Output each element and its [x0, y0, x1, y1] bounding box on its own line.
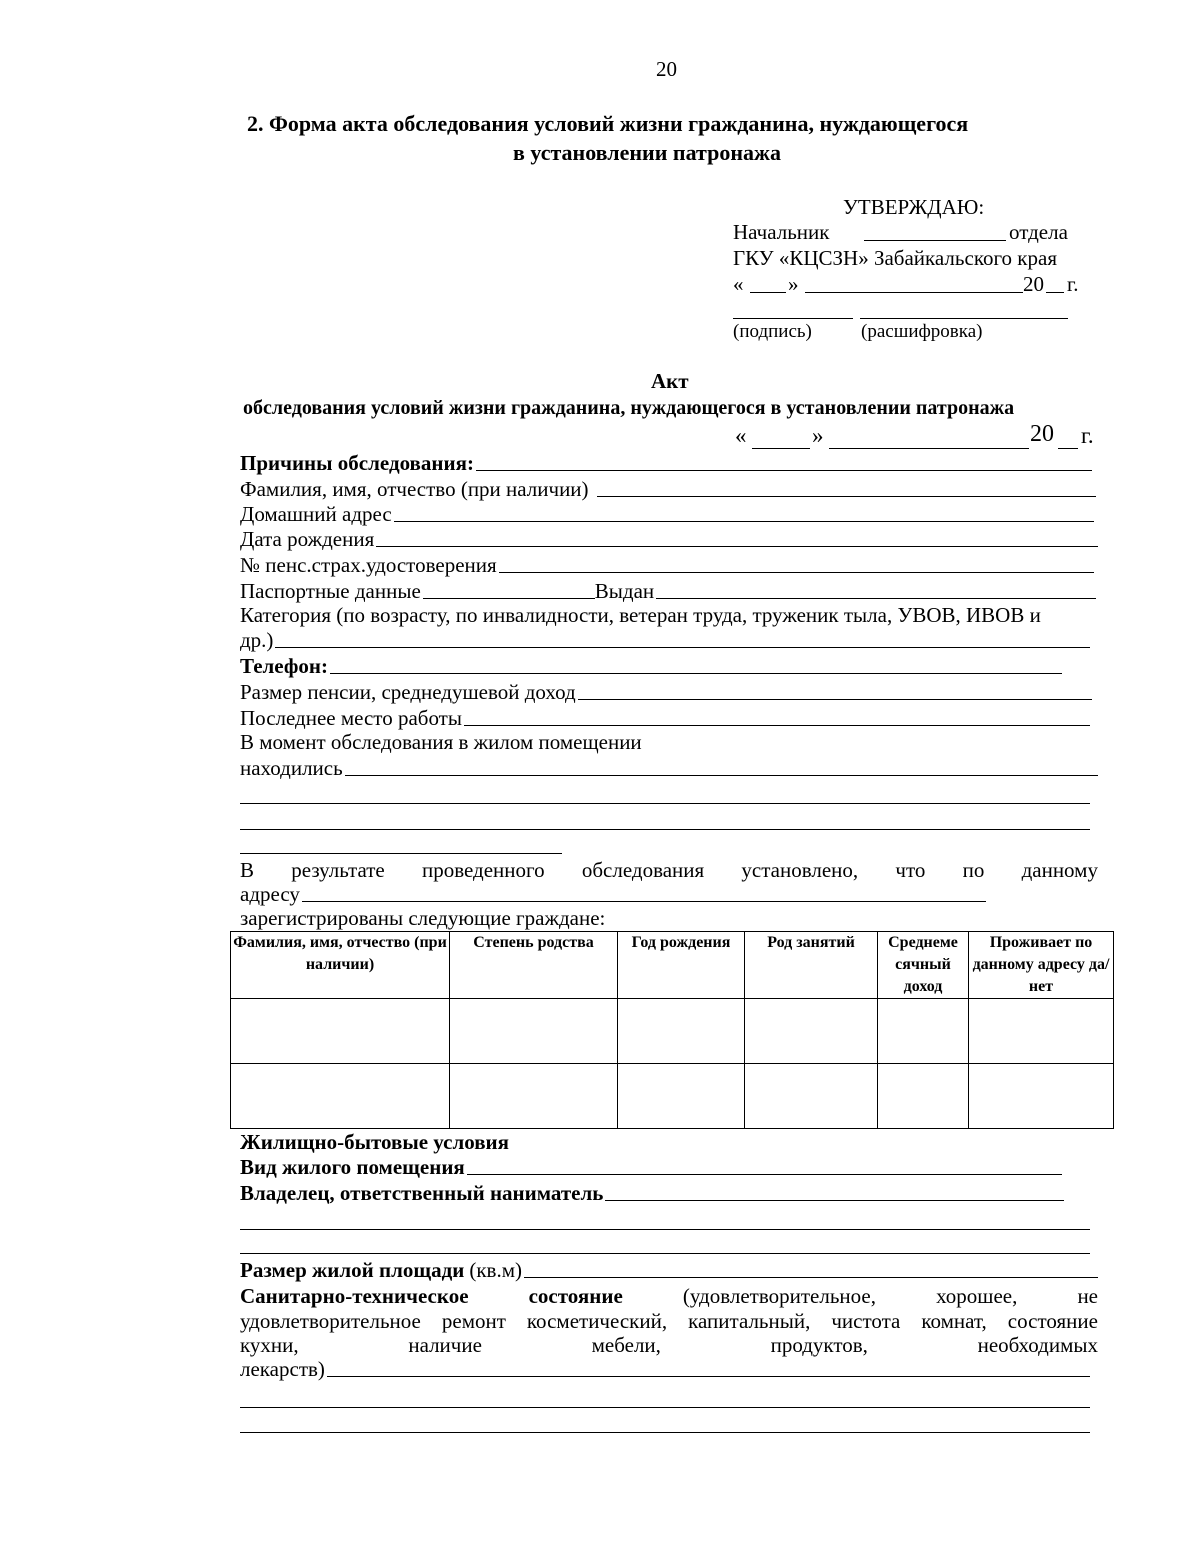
- field-last-job-label: Последнее место работы: [240, 706, 462, 730]
- field-area-unit: (кв.м): [469, 1258, 522, 1282]
- result-word: данному: [1021, 858, 1098, 882]
- field-pension-cert-label: № пенс.страх.удостоверения: [240, 553, 497, 577]
- field-address: [240, 500, 1094, 526]
- field-pension-cert-line[interactable]: [499, 572, 1094, 573]
- column-header-occupation: Род занятий: [745, 932, 878, 999]
- result-word: В: [240, 858, 255, 882]
- column-header-lives-here: Проживает по данному адресу да/нет: [969, 932, 1114, 999]
- field-passport-line[interactable]: [423, 598, 595, 599]
- sanitary-word: удовлетворительное: [240, 1309, 421, 1333]
- heading-line-2: в установлении патронажа: [513, 140, 781, 165]
- approval-year-line: [1046, 292, 1064, 293]
- result-word: обследования: [581, 858, 705, 882]
- field-category: [240, 626, 1090, 652]
- sanitary-line-3: [240, 1333, 1098, 1357]
- field-category-label: др.): [240, 628, 274, 652]
- field-housing-type: [240, 1153, 1062, 1179]
- act-year-suffix: г.: [1081, 423, 1094, 448]
- field-passport: [240, 577, 1096, 603]
- field-housing-type-line[interactable]: [467, 1174, 1062, 1175]
- table-cell[interactable]: [618, 1064, 745, 1129]
- blank-line-1[interactable]: [240, 803, 1090, 804]
- field-phone: [240, 652, 1062, 678]
- field-birth-date: [240, 525, 1098, 551]
- table-cell[interactable]: [450, 999, 618, 1064]
- field-pension-size-line[interactable]: [578, 699, 1092, 700]
- table-cell[interactable]: [450, 1064, 618, 1129]
- sanitary-word: (удовлетворительное,: [682, 1284, 876, 1308]
- sanitary-blank-line-2[interactable]: [240, 1432, 1090, 1433]
- result-word: проведенного: [421, 858, 545, 882]
- housing-blank-line-1[interactable]: [240, 1229, 1090, 1230]
- field-sanitary-line[interactable]: [327, 1376, 1090, 1377]
- act-date-open: «: [735, 423, 747, 448]
- field-owner: [240, 1179, 1064, 1205]
- chief-department-line: [864, 240, 1006, 241]
- field-pension-size-label: Размер пенсии, среднедушевой доход: [240, 680, 576, 704]
- sanitary-word: Санитарно-техническое: [240, 1284, 469, 1308]
- field-passport-label: Паспортные данные: [240, 579, 421, 603]
- housing-title: Жилищно-бытовые условия: [240, 1130, 510, 1154]
- approval-title: УТВЕРЖДАЮ:: [843, 195, 985, 219]
- approval-month-line: [805, 292, 1023, 293]
- field-result-address-line[interactable]: [302, 901, 986, 902]
- field-area-label: Размер жилой площади: [240, 1258, 465, 1282]
- field-fio: [240, 475, 1096, 501]
- field-owner-line[interactable]: [605, 1200, 1064, 1201]
- table-cell[interactable]: [745, 1064, 878, 1129]
- table-cell[interactable]: [231, 1064, 450, 1129]
- table-cell[interactable]: [969, 999, 1114, 1064]
- result-word: результате: [291, 858, 385, 882]
- sanitary-line-2: [240, 1309, 1098, 1333]
- decoding-label: (расшифровка): [861, 321, 983, 342]
- result-word: что: [895, 858, 926, 882]
- table-cell[interactable]: [878, 1064, 969, 1129]
- decoding-line: [860, 318, 1068, 319]
- field-sanitary: [240, 1355, 1090, 1381]
- field-result-address-label: адресу: [240, 882, 300, 906]
- field-sanitary-label: лекарств): [240, 1357, 325, 1381]
- field-phone-label: Телефон:: [240, 654, 329, 678]
- approval-org: ГКУ «КЦСЗН» Забайкальского края: [733, 246, 1057, 270]
- field-present-line[interactable]: [345, 775, 1098, 776]
- column-header-birth-year: Год рождения: [618, 932, 745, 999]
- sanitary-word: чистота: [831, 1309, 901, 1333]
- act-date-close: »: [812, 423, 824, 448]
- field-pension-size: [240, 678, 1092, 704]
- heading-line-1: 2. Форма акта обследования условий жизни гражданина, нуждающегося: [247, 111, 969, 136]
- sanitary-word: наличие: [408, 1333, 482, 1357]
- table-cell[interactable]: [878, 999, 969, 1064]
- table-cell[interactable]: [969, 1064, 1114, 1129]
- sanitary-word: не: [1077, 1284, 1098, 1308]
- sanitary-line-1: [240, 1284, 1098, 1308]
- field-owner-label: Владелец, ответственный наниматель: [240, 1181, 604, 1205]
- sanitary-word: ремонт: [441, 1309, 506, 1333]
- page-number: 20: [656, 57, 677, 81]
- registered-citizens-table: [230, 931, 1114, 1129]
- table-header-row: [231, 932, 1114, 999]
- field-last-job: [240, 704, 1090, 730]
- field-result-address: [240, 880, 986, 906]
- sanitary-word: состояние: [528, 1284, 623, 1308]
- sanitary-blank-line-1[interactable]: [240, 1407, 1090, 1408]
- sanitary-word: необходимых: [977, 1333, 1098, 1357]
- field-fio-label: Фамилия, имя, отчество (при наличии): [240, 477, 589, 501]
- act-subtitle: обследования условий жизни гражданина, нуждающегося в установлении патронажа: [243, 397, 1015, 419]
- sanitary-word: мебели,: [591, 1333, 661, 1357]
- field-area-line[interactable]: [524, 1277, 1098, 1278]
- act-title: Акт: [651, 369, 689, 393]
- approval-date-close: »: [788, 272, 799, 296]
- field-address-label: Домашний адрес: [240, 502, 392, 526]
- result-word: установлено,: [741, 858, 859, 882]
- field-pension-cert: [240, 551, 1094, 577]
- sanitary-word: косметический,: [526, 1309, 668, 1333]
- field-category-line-1: Категория (по возрасту, по инвалидности, ветеран труда, труженик тыла, УВОВ, ИВОВ и: [240, 603, 1041, 627]
- field-fio-line[interactable]: [597, 496, 1096, 497]
- field-present-line-1: В момент обследования в жилом помещении: [240, 730, 642, 754]
- blank-line-3[interactable]: [240, 853, 562, 854]
- chief-prefix: Начальник: [733, 220, 830, 244]
- field-last-job-line[interactable]: [464, 725, 1090, 726]
- field-issued-label: Выдан: [594, 579, 655, 603]
- act-year: 20: [1030, 421, 1054, 447]
- column-header-fio: Фамилия, имя, отчество (при наличии): [231, 932, 450, 999]
- approval-date-open: «: [733, 272, 744, 296]
- field-birth-date-label: Дата рождения: [240, 527, 375, 551]
- sanitary-word: состояние: [1007, 1309, 1098, 1333]
- field-address-line[interactable]: [394, 521, 1094, 522]
- field-issued-line[interactable]: [656, 598, 1096, 599]
- housing-blank-line-2[interactable]: [240, 1253, 1090, 1254]
- table-cell[interactable]: [231, 999, 450, 1064]
- sanitary-word: хорошее,: [936, 1284, 1018, 1308]
- field-reasons-label: Причины обследования:: [240, 451, 474, 475]
- column-header-relation: Степень родства: [450, 932, 618, 999]
- sanitary-word: кухни,: [240, 1333, 299, 1357]
- table-cell[interactable]: [618, 999, 745, 1064]
- field-reasons-line[interactable]: [476, 470, 1092, 471]
- table-row: [231, 999, 1114, 1064]
- field-birth-date-line[interactable]: [376, 546, 1098, 547]
- registered-label: зарегистрированы следующие граждане:: [240, 906, 606, 930]
- result-word: по: [962, 858, 985, 882]
- signature-line: [733, 318, 853, 319]
- sanitary-word: продуктов,: [770, 1333, 868, 1357]
- sanitary-word: капитальный,: [688, 1309, 811, 1333]
- chief-suffix: отдела: [1009, 220, 1068, 244]
- signature-label: (подпись): [733, 321, 812, 342]
- field-phone-line[interactable]: [330, 673, 1062, 674]
- blank-line-2[interactable]: [240, 829, 1090, 830]
- field-present-label: находились: [240, 756, 343, 780]
- sanitary-word: комнат,: [921, 1309, 987, 1333]
- approval-year-suffix: г.: [1067, 272, 1079, 296]
- approval-year: 20: [1023, 272, 1044, 296]
- field-area: [240, 1256, 1098, 1282]
- column-header-income: Среднеме сячный доход: [878, 932, 969, 999]
- result-line: [240, 858, 1098, 882]
- approval-day-line: [750, 292, 786, 293]
- field-housing-type-label: Вид жилого помещения: [240, 1155, 465, 1179]
- table-row: [231, 1064, 1114, 1129]
- field-present: [240, 754, 1098, 780]
- table-cell[interactable]: [745, 999, 878, 1064]
- field-category-line[interactable]: [275, 647, 1090, 648]
- field-reasons: [240, 449, 1092, 475]
